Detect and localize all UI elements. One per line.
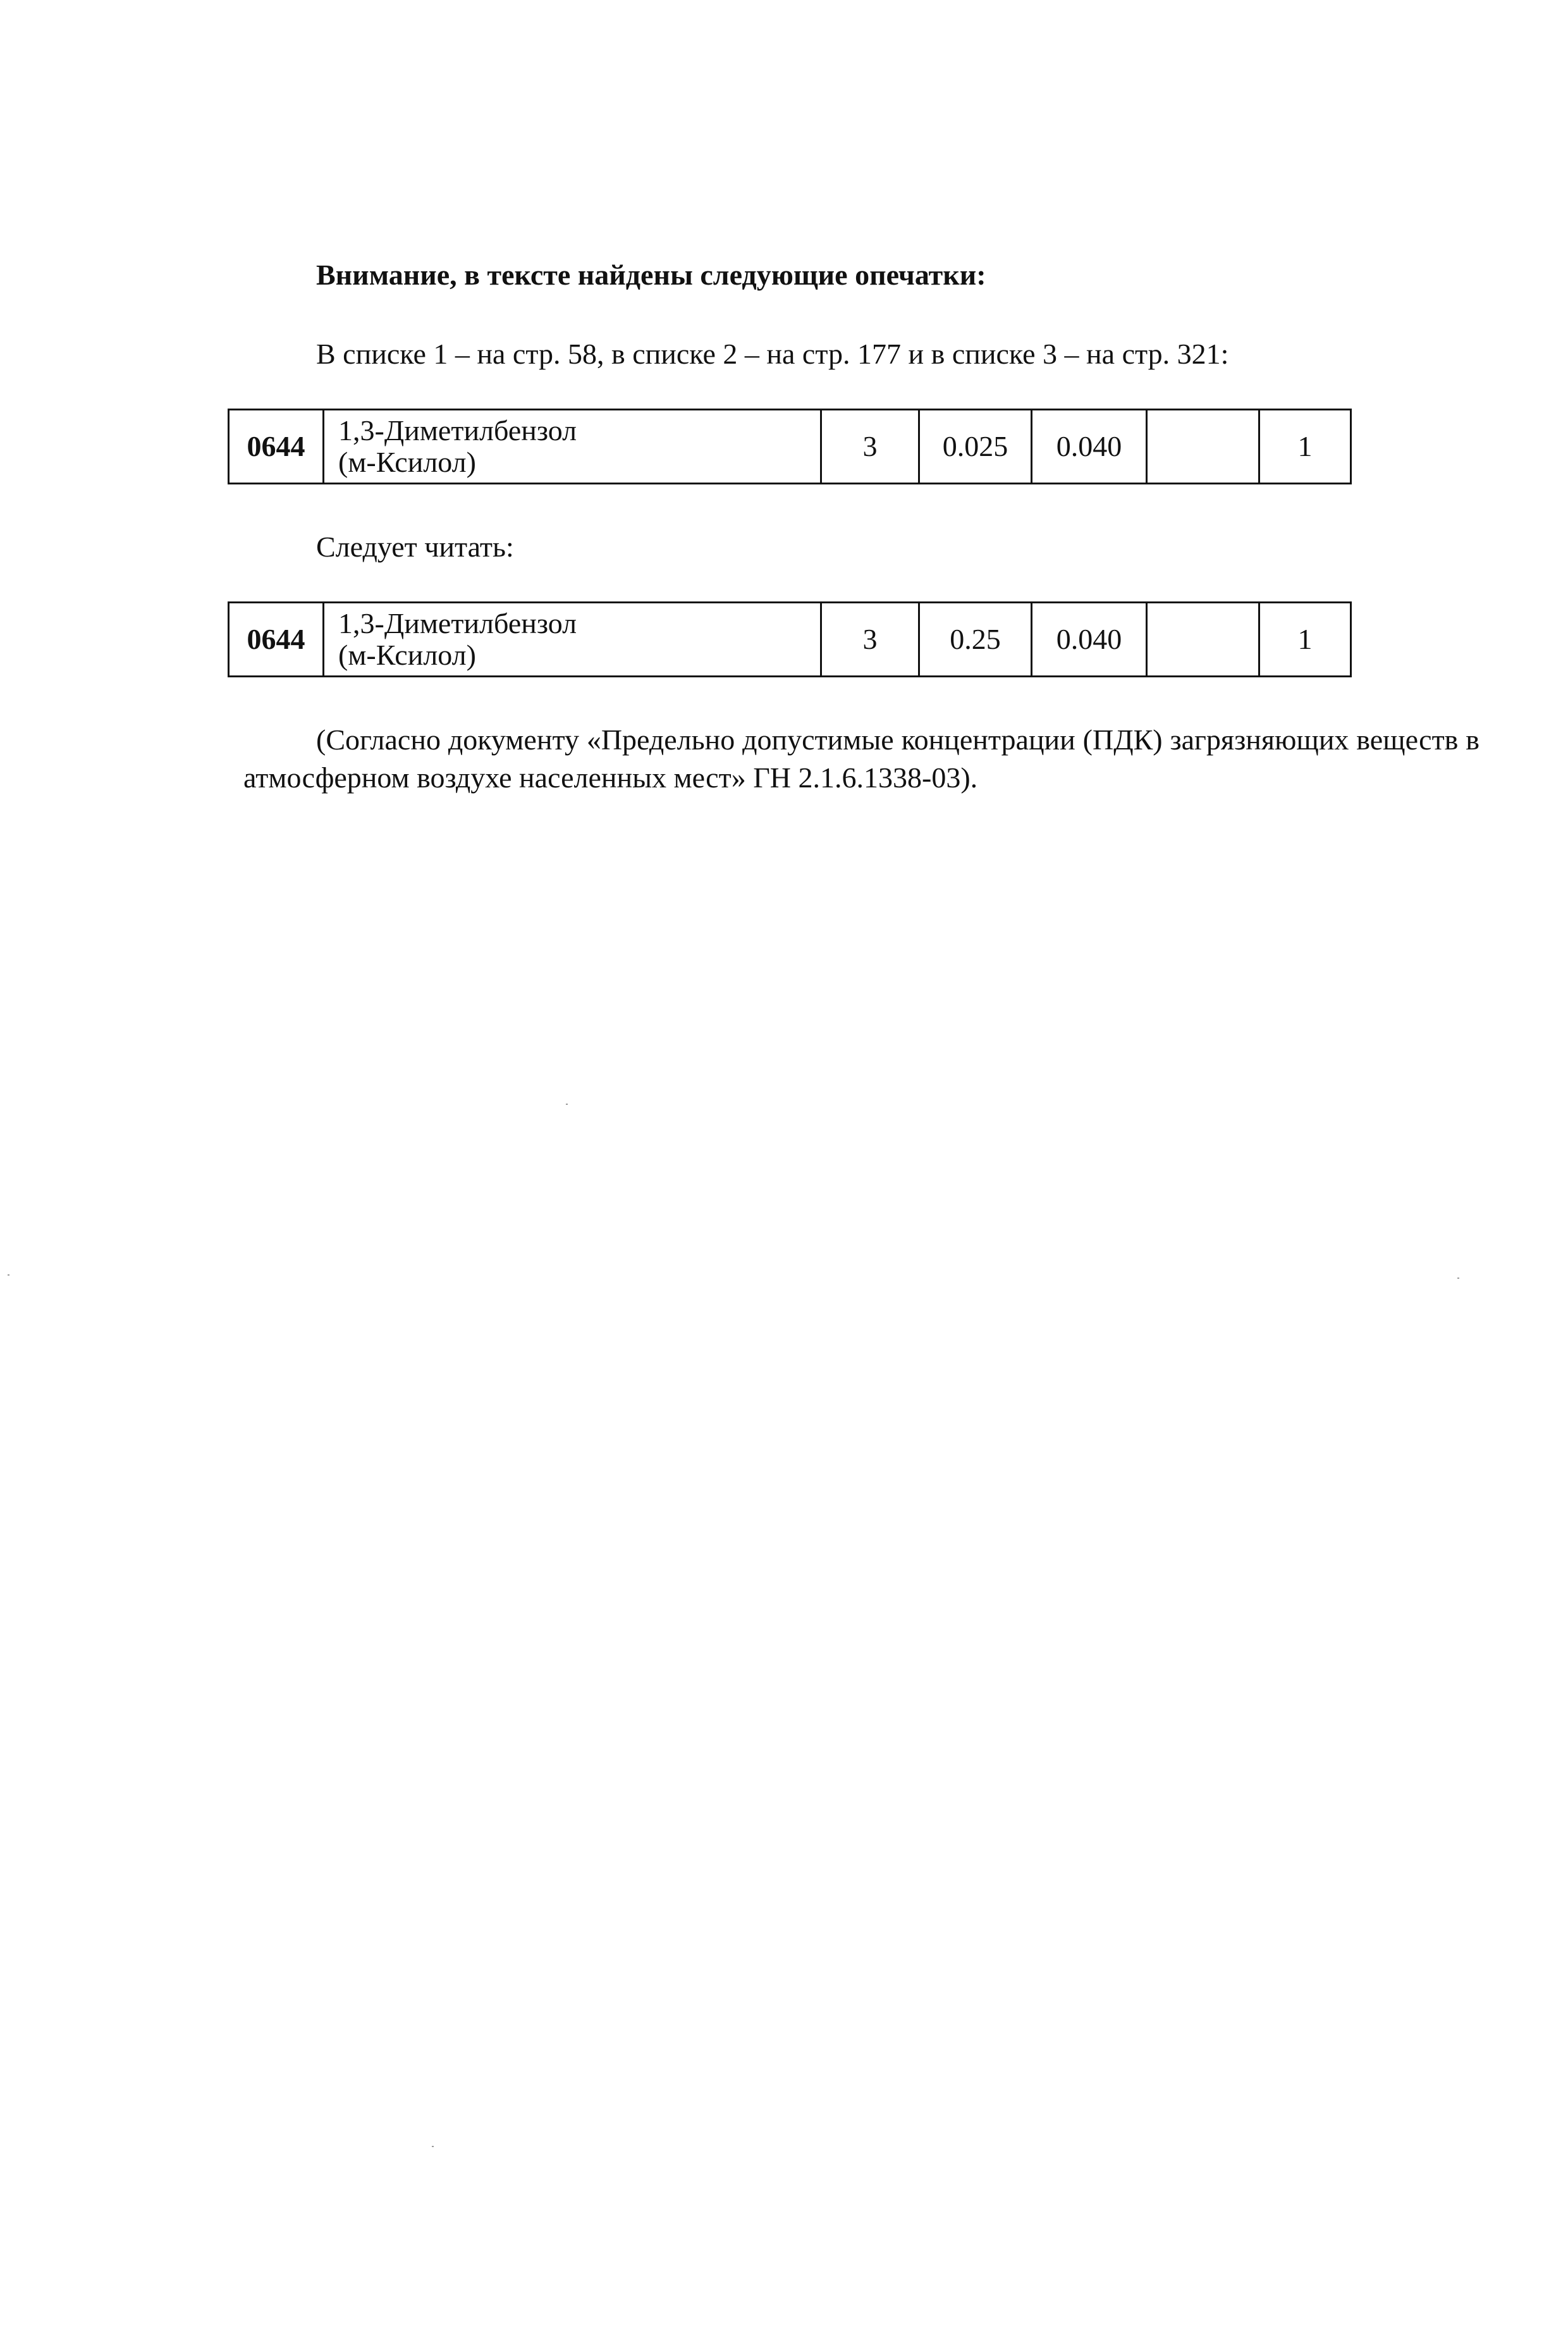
value-4-cell: 1 — [1259, 603, 1351, 677]
substance-code: 0644 — [229, 603, 324, 677]
substance-code: 0644 — [229, 410, 324, 484]
scan-speck — [566, 1104, 568, 1105]
notice-intro: В списке 1 – на стр. 58, в списке 2 – на стр. 177 и в списке 3 – на стр. 321: — [316, 338, 1229, 370]
value-2-cell: 0.040 — [1032, 603, 1147, 677]
substance-name-line1: 1,3-Диметилбензол — [338, 414, 577, 446]
hazard-class-cell: 3 — [821, 410, 919, 484]
value-1-cell: 0.025 — [919, 410, 1032, 484]
value-3-cell — [1147, 410, 1259, 484]
value-4-cell: 1 — [1259, 410, 1351, 484]
scan-speck — [1457, 1278, 1459, 1279]
value-2-cell: 0.040 — [1032, 410, 1147, 484]
substance-name-line1: 1,3-Диметилбензол — [338, 607, 577, 639]
table-row — [229, 410, 1351, 484]
scan-speck — [432, 2146, 434, 2147]
notice-heading: Внимание, в тексте найдены следующие опечатки: — [316, 259, 986, 291]
substance-name — [324, 603, 821, 677]
value-1-cell: 0.25 — [919, 603, 1032, 677]
scan-speck — [8, 1274, 9, 1276]
erratum-table-correct — [228, 601, 1352, 677]
substance-name-line2: (м-Ксилол) — [338, 446, 476, 478]
table-row — [229, 603, 1351, 677]
value-3-cell — [1147, 603, 1259, 677]
substance-name-line2: (м-Ксилол) — [338, 639, 476, 671]
hazard-class-cell: 3 — [821, 603, 919, 677]
source-note: (Согласно документу «Предельно допустимые концентрации (ПДК) загрязняющих веществ в атмосферном воздухе населенных мест» ГН 2.1.6.1338-03). — [243, 724, 1479, 794]
substance-name — [324, 410, 821, 484]
erratum-table-wrong — [228, 409, 1352, 484]
correction-label: Следует читать: — [316, 531, 514, 563]
